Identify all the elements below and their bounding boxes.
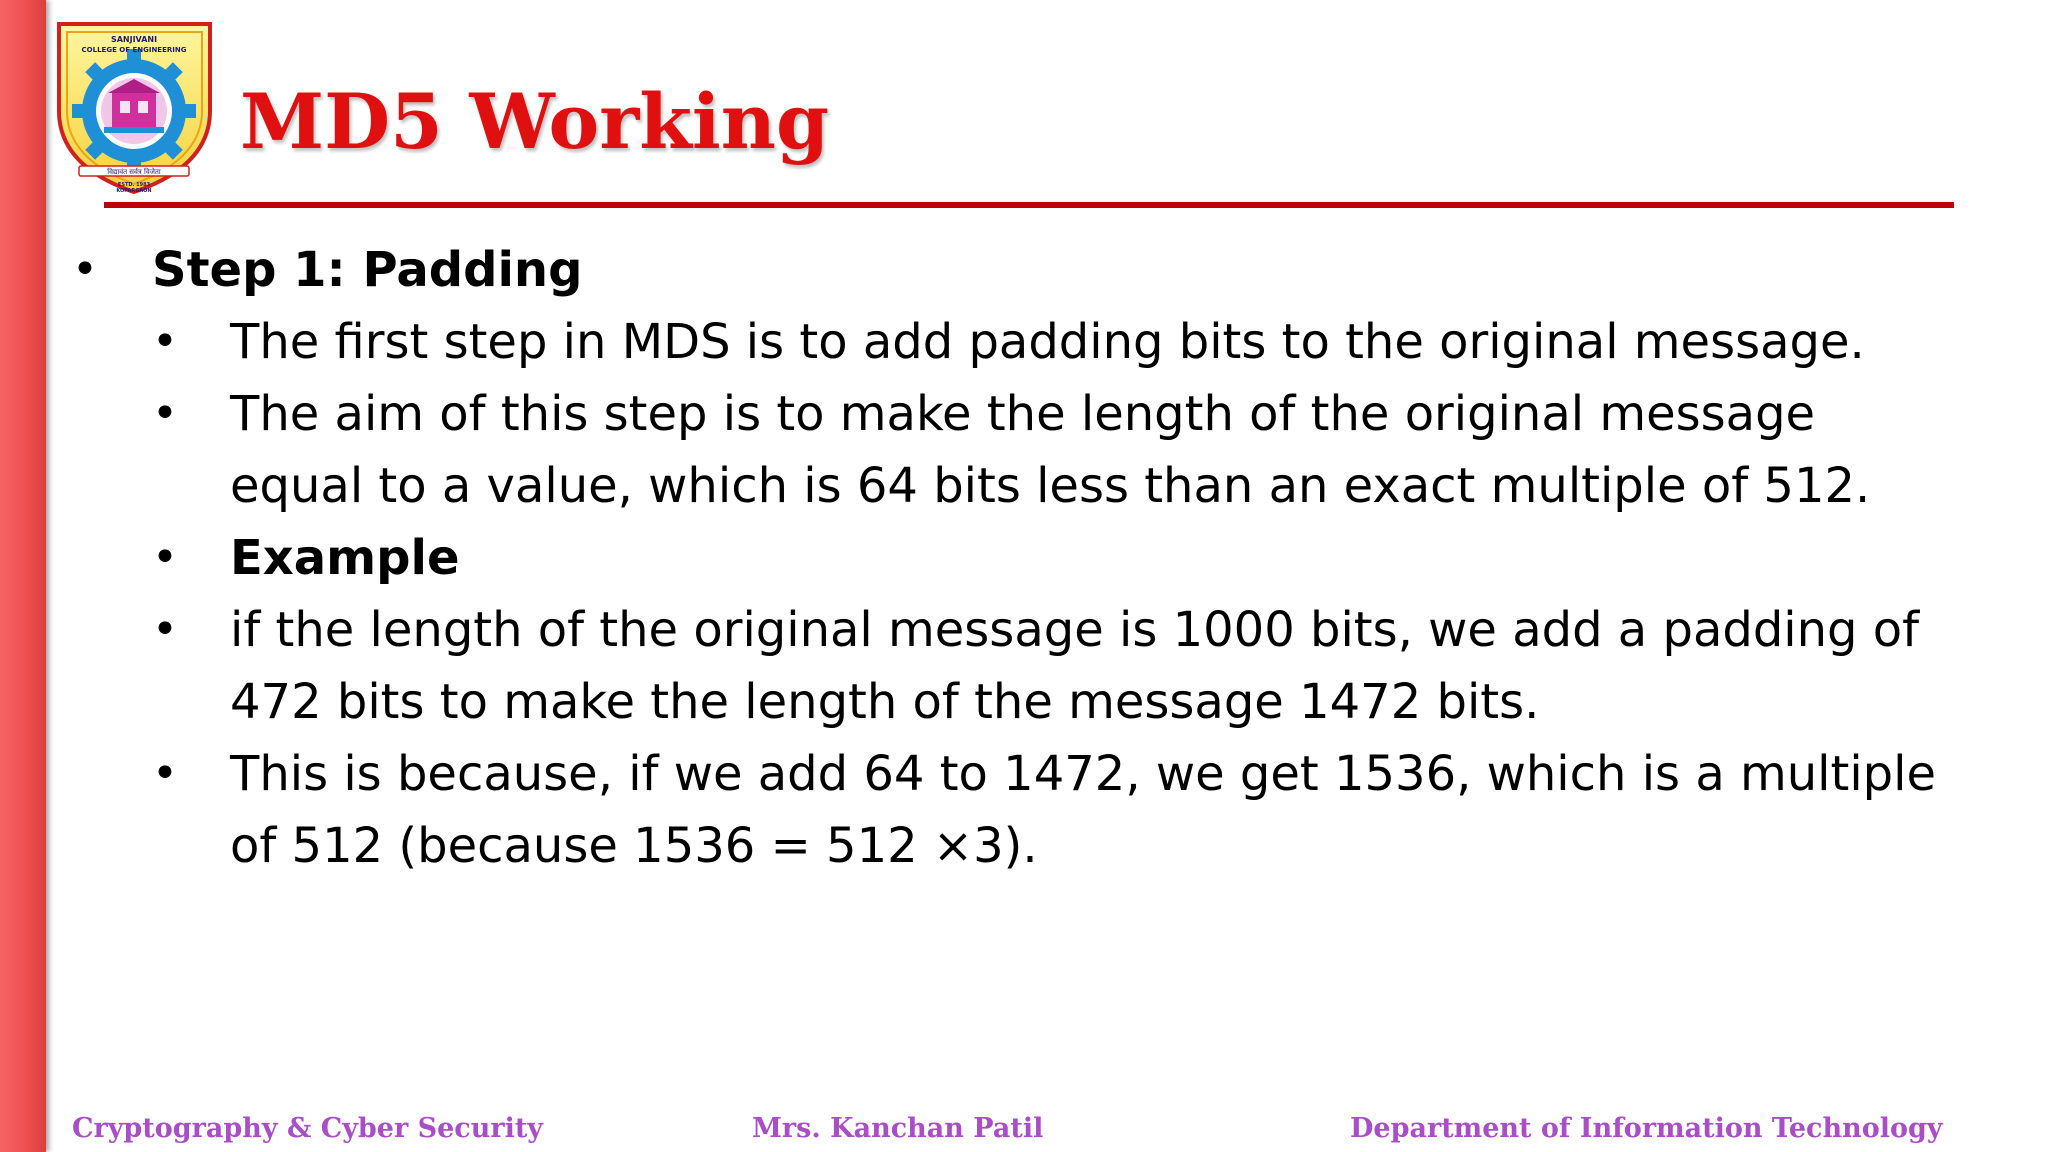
bullet-marker: • [152, 316, 178, 367]
list-item: The aim of this step is to make the length of the original message [230, 386, 1816, 442]
bullet-marker: • [152, 388, 178, 439]
list-item: This is because, if we add 64 to 1472, we get 1536, which is a multiple [230, 746, 1936, 802]
logo-text-college: COLLEGE OF ENGINEERING [81, 46, 187, 54]
footer-department: Department of Information Technology [1350, 1113, 1943, 1144]
logo-est: ESTD. 1983 [117, 182, 151, 188]
logo-place: KOPARGAON [116, 188, 152, 194]
bullet-marker: • [72, 244, 98, 295]
footer-course: Cryptography & Cyber Security [72, 1113, 543, 1144]
bullet-marker: • [152, 604, 178, 655]
slide-title: MD5 Working [240, 77, 830, 166]
list-item: if the length of the original message is 1000 bits, we add a padding of [230, 602, 1920, 658]
list-item-continuation: equal to a value, which is 64 bits less than an exact multiple of 512. [230, 458, 1871, 514]
college-emblem-icon [53, 16, 216, 196]
list-item: The first step in MDS is to add padding bits to the original message. [230, 314, 1865, 370]
logo-motto: विद्यावंत सर्वत्र विजेता [107, 168, 161, 176]
footer-author: Mrs. Kanchan Patil [752, 1113, 1044, 1144]
step-heading: Step 1: Padding [152, 242, 583, 298]
bullet-marker: • [152, 748, 178, 799]
left-accent-bar [0, 0, 46, 1152]
list-item-continuation: of 512 (because 1536 = 512 ×3). [230, 818, 1038, 874]
title-divider [104, 202, 1954, 208]
logo-text-top: SANJIVANI [110, 35, 158, 44]
example-heading: Example [230, 530, 460, 586]
list-item-continuation: 472 bits to make the length of the message 1472 bits. [230, 674, 1540, 730]
bullet-marker: • [152, 532, 178, 583]
